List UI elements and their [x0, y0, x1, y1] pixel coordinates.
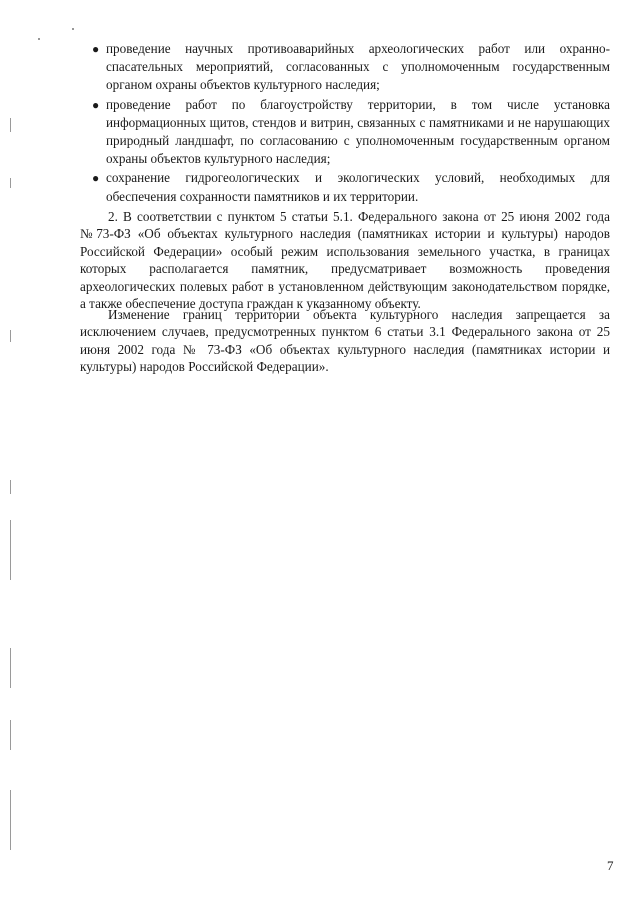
- list-item: [92, 40, 610, 95]
- list-item: [92, 169, 610, 205]
- scan-margin-mark: [10, 648, 11, 688]
- bullet-text: сохранение гидрогеологических и экологических условий, необходимых для обеспечения сохранности памятников и их территории.: [106, 170, 610, 204]
- paragraph-boundary-change: Изменение границ территории объекта культурного наследия запрещается за исключением случаев, предусмотренных пунктом 6 статьи 3.1 Федерального закона от 25 июня 2002 года № 73-ФЗ «Об объектах культурного наследия (памятниках истории и культуры) народов Российской Федерации».: [80, 307, 610, 375]
- bullet-text: проведение работ по благоустройству территории, в том числе установка информационных щитов, стендов и витрин, связанных с памятниками и не нарушающих природный ландшафт, по согласованию с уполномоченным государственным органом охраны объектов культурного наследия;: [106, 96, 610, 167]
- bullet-text: проведение научных противоаварийных археологических работ или охранно-спасательных мероприятий, согласованных с уполномоченным государственным органом охраны объектов культурного наследия;: [106, 41, 610, 93]
- bullet-icon: ●: [92, 97, 100, 112]
- scan-margin-mark: [10, 178, 11, 188]
- scan-margin-mark: [10, 790, 11, 850]
- scan-margin-mark: [10, 720, 11, 750]
- scan-margin-mark: [10, 118, 11, 132]
- bullet-icon: ●: [92, 171, 100, 186]
- scan-speck: [38, 38, 40, 40]
- list-item: [92, 96, 610, 169]
- page-number: 7: [607, 858, 614, 873]
- bullet-icon: ●: [92, 42, 100, 56]
- scan-speck: [72, 28, 74, 30]
- paragraph-regime: 2. В соответствии с пунктом 5 статьи 5.1. Федерального закона от 25 июня 2002 года №73-ФЗ «Об объектах культурного наследия (памятниках истории и культуры) народов Российской Федерации» особый режим использования земельного участка, в границах которых располагается памятник, предусматривает возможность проведения археологических полевых работ в установленном действующим законодательством порядке, а также обеспечение доступа граждан к указанному объекту.: [80, 209, 610, 312]
- scan-margin-mark: [10, 330, 11, 342]
- scan-margin-mark: [10, 480, 11, 494]
- scan-margin-mark: [10, 520, 11, 580]
- bullet-list: [92, 40, 610, 207]
